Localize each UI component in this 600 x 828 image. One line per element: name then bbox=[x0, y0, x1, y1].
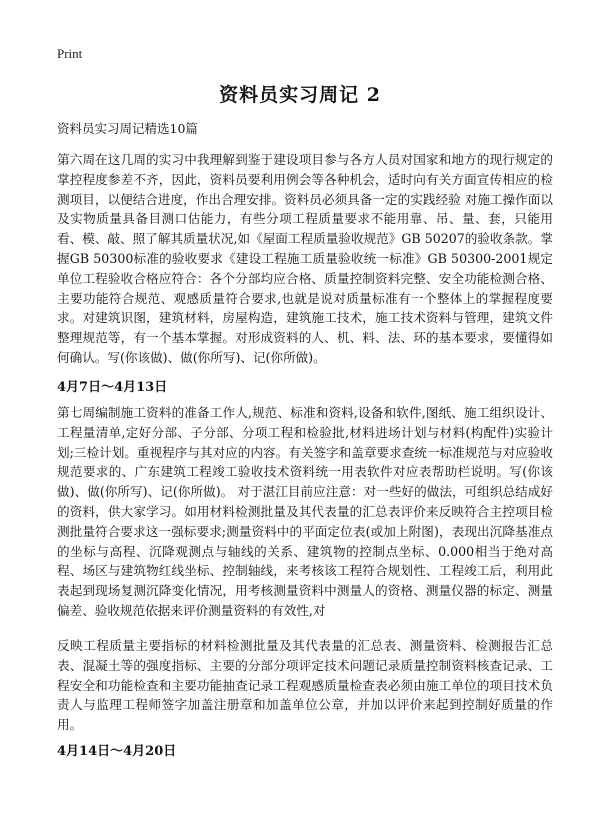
print-label: Print bbox=[57, 46, 83, 61]
body-paragraph-week6: 第六周在这几周的实习中我理解到鉴于建设项目参与各方人员对国家和地方的现行规定的掌控程度参差不齐，因此，资料员要利用例会等各种机会，适时向有关方面宣传相应的检测项目，以便结合进度，作出合理安排。资料员必须具备一定的实践经验 对施工操作面以及实物质量具备目测口估能力，有些分项工程质量要求不能用靠、吊、量、套，只能用看、模、敲、照了解其质量状况,如《屋面工程质量验收规范》GB 50207的验收条款。掌握GB 50300标准的验收要求《建设工程施工质量验收统一标准》GB 50300-2001规定单位工程验收合格应符合：各个分部均应合格、质量控制资料完整、安全功能检测合格、主要功能符合规范、观感质量符合要求,也就是说对质量标准有一个整体上的掌握程度要求。对建筑识图，建筑材料，房屋构造，建筑施工技术，施工技术资料与管理，建筑文件整理规范等，有一个基本掌握。对形成资料的人、机、料、法、环的基本要求，要懂得如何确认。写(你该做)、做(你所写)、记(你所做)。 bbox=[57, 152, 553, 365]
document-title: 资料员实习周记 2 bbox=[219, 84, 381, 106]
document-subtitle: 资料员实习周记精选10篇 bbox=[57, 121, 198, 136]
body-paragraph-quality-indicators: 反映工程质量主要指标的材料检测批量及其代表量的汇总表、测量资料、检测报告汇总表、混凝土等的强度指标、主要的分部分项评定技术问题记录质量控制资料核查记录、工程安全和功能检查和主要功能抽查记录工程观感质量检查表必须由施工单位的项目技术负责人与监理工程师签字加盖注册章和加盖单位公章，并加以评价来起到控制好质量的作用。 bbox=[57, 638, 553, 733]
body-paragraph-week7: 第七周编制施工资料的准备工作人,规范、标准和资料,设备和软件,图纸、施工组织设计、工程量清单,定好分部、子分部、分项工程和检验批,材料进场计划与材料(构配件)实验计划;三检计划。重视程序与其对应的内容。有关签字和盖章要求查统一标准规范与对应验收规范要求的、广东建筑工程竣工验收技术资料统一用表软件对应表帮助栏说明。写(你该做)、做(你所写)、记(你所做)。 对于湛江目前应注意：对一些好的做法，可组织总结成好的资料，供大家学习。如用材料检测批量及其代表量的汇总表评价来反映符合主控项目检测批量符合要求这一强标要求;测量资料中的平面定位表(或加上附图)，表现出沉降基准点的坐标与高程、沉降观测点与轴线的关系、建筑物的控制点坐标、0.000相当于绝对高程、场区与建筑物红线坐标、控制轴线，来考核该工程符合规划性、工程竣工后，利用此表起到现场复测沉降变化情况，用考核测量资料中测量人的资格、测量仪器的标定、测量偏差、验收规范依据来评价测量资料的有效性,对 bbox=[57, 405, 553, 618]
date-heading-apr14-20: 4月14日～4月20日 bbox=[57, 744, 177, 759]
date-heading-apr7-13: 4月7日～4月13日 bbox=[57, 380, 168, 395]
